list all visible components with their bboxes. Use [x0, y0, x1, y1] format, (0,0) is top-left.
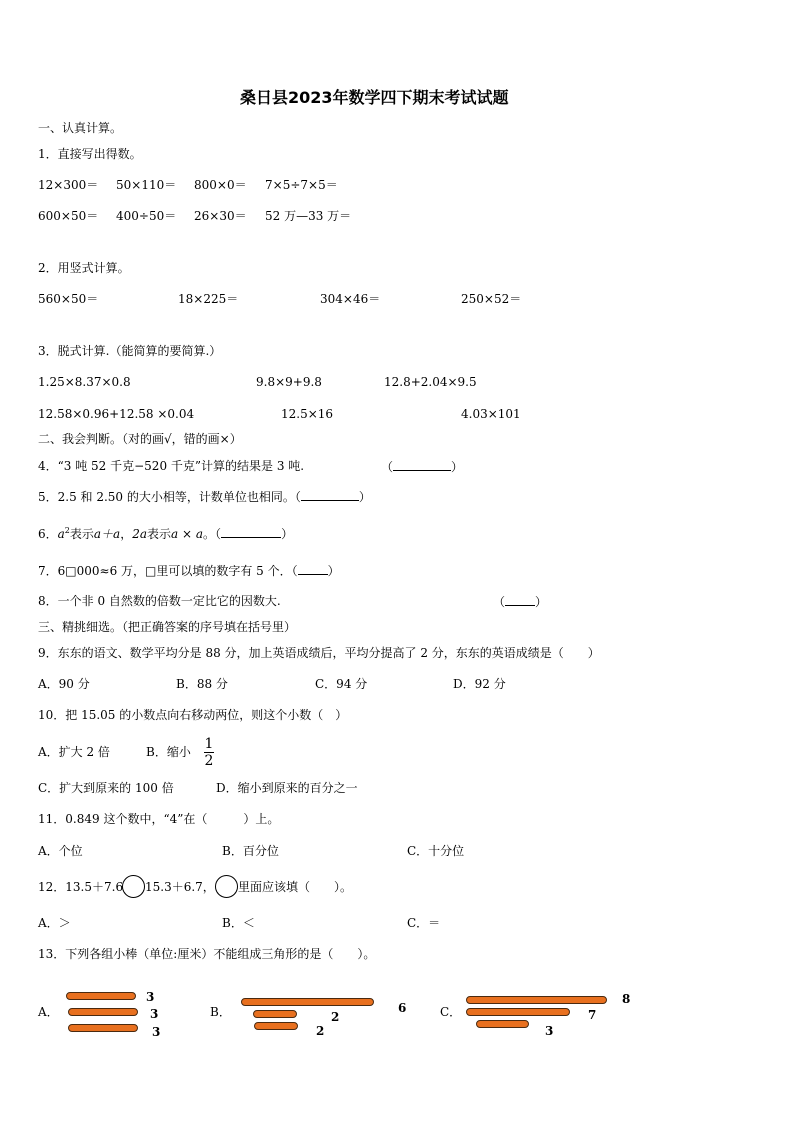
stick-bar — [66, 992, 136, 1000]
q1-item: 7×5÷7×5＝ — [265, 178, 338, 192]
q3-item: 4.03×101 — [461, 407, 521, 421]
q10-option-c[interactable]: C．扩大到原来的 100 倍 — [38, 781, 174, 795]
paren-close: ） — [281, 527, 294, 541]
stick-length-label: 6 — [398, 1001, 407, 1015]
q1-item: 52 万—33 万＝ — [265, 209, 352, 223]
q9-option[interactable]: C．94 分 — [315, 677, 368, 691]
q3-label: 3．脱式计算.（能简算的要简算.） — [38, 344, 222, 358]
q10-option-a[interactable]: A．扩大 2 倍 — [38, 745, 110, 759]
q3-item: 1.25×8.37×0.8 — [38, 375, 131, 389]
stick-bar — [476, 1020, 529, 1028]
stick-length-label: 3 — [152, 1025, 161, 1039]
stick-bar — [241, 998, 374, 1006]
q8-text: 8．一个非 0 自然数的倍数一定比它的因数大. — [38, 594, 281, 608]
section-heading-2: 二、我会判断。（对的画√，错的画×） — [38, 432, 242, 446]
q2-item: 560×50＝ — [38, 292, 99, 306]
q1-item: 400÷50＝ — [116, 209, 177, 223]
q3-item: 12.8+2.04×9.5 — [384, 375, 477, 389]
stick-bar — [254, 1022, 298, 1030]
q5-statement: 5．2.5 和 2.50 的大小相等，计数单位也相同。（ — [38, 490, 301, 504]
answer-line — [221, 527, 281, 538]
q3-item: 12.58×0.96+12.58 ×0.04 — [38, 407, 195, 421]
q13-text: 13．下列各组小棒（单位:厘米）不能组成三角形的是（ ）。 — [38, 947, 376, 961]
stick-bar — [466, 996, 607, 1004]
math-expression: 2a — [132, 527, 148, 541]
q11-option[interactable]: B．百分位 — [222, 844, 279, 858]
q6-word: 表示 — [69, 527, 94, 541]
q8-answer-blank[interactable] — [493, 595, 547, 608]
fraction-numerator: 1 — [204, 736, 214, 752]
q1-item: 800×0＝ — [194, 178, 247, 192]
q12-part1: 12．13.5＋7.6 — [38, 880, 124, 894]
q6-text[interactable] — [38, 527, 293, 540]
paren-close: ） — [358, 490, 371, 504]
q6-word: 表示 — [147, 527, 172, 541]
paren-open: （ — [381, 460, 394, 474]
page-title: 桑日县2023年数学四下期末考试试题 — [240, 88, 509, 107]
q2-item: 250×52＝ — [461, 292, 522, 306]
stick-length-label: 7 — [588, 1008, 597, 1022]
q7-statement: 7．6□000≈6 万，□里可以填的数字有 5 个．（ — [38, 564, 298, 578]
q3-item: 9.8×9+9.8 — [256, 375, 322, 389]
paren-close: ） — [327, 564, 340, 578]
stick-length-label: 2 — [316, 1024, 325, 1038]
q9-text: 9．东东的语文、数学平均分是 88 分，加上英语成绩后，平均分提高了 2 分，东东的英语成绩是（ ） — [38, 646, 600, 660]
q6-word: ， — [120, 527, 133, 541]
q11-option[interactable]: C．十分位 — [407, 844, 465, 858]
section-heading-3: 三、精挑细选。（把正确答案的序号填在括号里） — [38, 620, 297, 634]
stick-length-label: 3 — [150, 1007, 159, 1021]
q12-circle-blank[interactable] — [215, 875, 238, 898]
q1-item: 600×50＝ — [38, 209, 99, 223]
q2-label: 2．用竖式计算。 — [38, 261, 130, 275]
paren-close: ） — [535, 595, 548, 609]
q13-option-c-label[interactable]: C． — [440, 1005, 462, 1019]
q12-option[interactable]: C．＝ — [407, 916, 441, 930]
stick-length-label: 2 — [331, 1010, 340, 1024]
q12-option[interactable]: B．＜ — [222, 916, 255, 930]
q7-text[interactable] — [38, 564, 340, 577]
q9-option[interactable]: B．88 分 — [176, 677, 228, 691]
stick-length-label: 3 — [146, 990, 155, 1004]
q11-option[interactable]: A．个位 — [38, 844, 83, 858]
q10-option-b[interactable]: B．缩小 — [146, 745, 191, 759]
q4-text: 4．“3 吨 52 千克−520 千克”计算的结果是 3 吨. — [38, 459, 305, 473]
q12-part2: 15.3＋6.7， — [145, 880, 215, 894]
math-expression: a — [57, 527, 65, 541]
q12-part3: 里面应该填（ ）。 — [238, 880, 353, 894]
answer-line — [505, 595, 535, 606]
q11-text: 11．0.849 这个数中，“4”在（ ）上。 — [38, 812, 280, 826]
q1-item: 50×110＝ — [116, 178, 177, 192]
answer-line — [393, 460, 451, 471]
q2-item: 304×46＝ — [320, 292, 381, 306]
stick-length-label: 3 — [545, 1024, 554, 1038]
stick-bar — [68, 1024, 138, 1032]
math-expression: a × a — [171, 527, 204, 541]
answer-line — [298, 564, 328, 575]
q12-option[interactable]: A．＞ — [38, 916, 71, 930]
q9-option[interactable]: D．92 分 — [453, 677, 506, 691]
q5-text[interactable] — [38, 490, 371, 503]
stick-bar — [253, 1010, 297, 1018]
q4-answer-blank[interactable] — [381, 460, 463, 473]
q2-item: 18×225＝ — [178, 292, 239, 306]
q1-label: 1．直接写出得数。 — [38, 147, 142, 161]
q6-word: 。（ — [203, 527, 222, 541]
exponent: 2 — [64, 526, 70, 535]
stick-bar — [466, 1008, 570, 1016]
q10-text: 10．把 15.05 的小数点向右移动两位，则这个小数（ ） — [38, 708, 348, 722]
q13-option-b-label[interactable]: B． — [210, 1005, 231, 1019]
paren-open: （ — [493, 595, 506, 609]
q10-option-d[interactable]: D．缩小到原来的百分之一 — [216, 781, 358, 795]
stick-length-label: 8 — [622, 992, 631, 1006]
math-expression: a＋a — [93, 527, 121, 541]
q3-item: 12.5×16 — [281, 407, 334, 421]
q13-option-a-label[interactable]: A． — [38, 1005, 59, 1019]
q1-item: 12×300＝ — [38, 178, 99, 192]
q1-item: 26×30＝ — [194, 209, 247, 223]
q9-option[interactable]: A．90 分 — [38, 677, 90, 691]
stick-bar — [68, 1008, 138, 1016]
q12-circle-blank[interactable] — [122, 875, 145, 898]
fraction-one-half — [204, 737, 214, 768]
paren-close: ） — [451, 460, 464, 474]
q6-number: 6． — [38, 527, 58, 541]
fraction-denominator: 2 — [204, 753, 214, 769]
section-heading-1: 一、认真计算。 — [38, 121, 123, 135]
answer-line — [301, 490, 359, 501]
